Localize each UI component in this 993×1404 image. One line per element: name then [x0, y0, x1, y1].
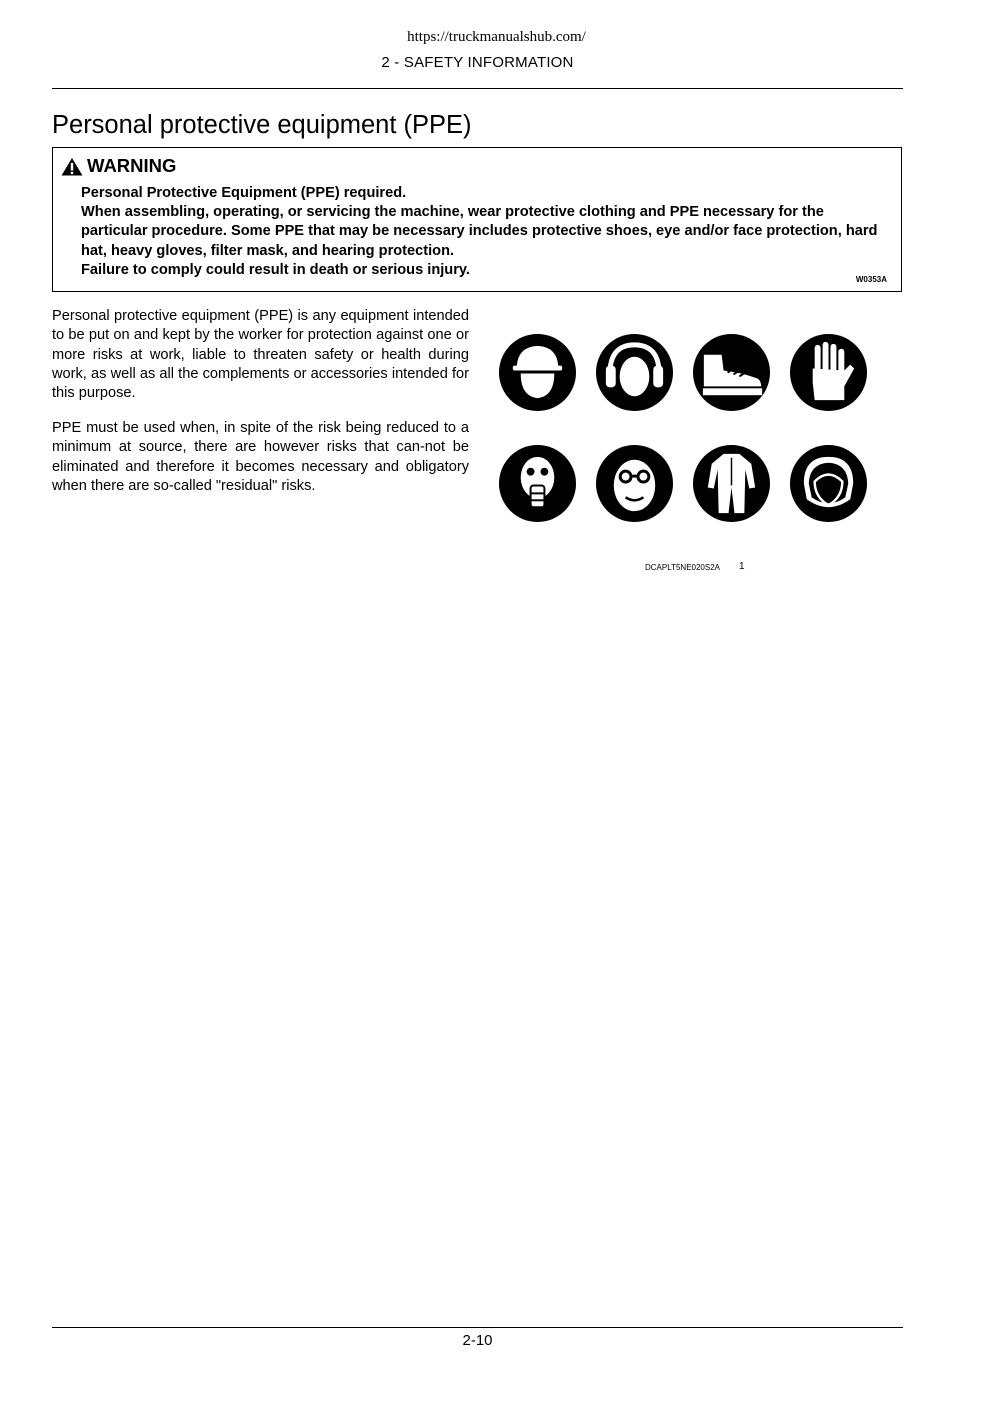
ppe-icons-figure — [498, 333, 870, 525]
section-title: 2 - SAFETY INFORMATION — [381, 54, 574, 71]
warning-line: Personal Protective Equipment (PPE) required. — [81, 185, 407, 201]
header-rule — [52, 88, 903, 89]
face-shield-icon — [789, 444, 868, 523]
figure-number: 1 — [739, 561, 745, 572]
warning-line: When assembling, operating, or servicing the machine, wear protective clothing and PPE necessary for the particular procedure. Some PPE that may be necessary includes protective shoes, eye and/or face protection, hard hat, heavy gloves, filter mask, and hearing protection. — [81, 204, 878, 259]
filter-mask-icon — [498, 444, 577, 523]
hard-hat-icon — [498, 333, 577, 412]
warning-box — [52, 147, 902, 292]
protective-overall-icon — [692, 444, 771, 523]
ear-protection-icon — [595, 333, 674, 412]
warning-line: Failure to comply could result in death or serious injury. — [81, 261, 470, 278]
warning-label: WARNING — [87, 155, 177, 176]
warning-header — [61, 155, 176, 177]
footer-rule — [52, 1327, 903, 1328]
page-title: Personal protective equipment (PPE) — [52, 111, 472, 139]
protective-glove-icon — [789, 333, 868, 412]
safety-shoe-icon — [692, 333, 771, 412]
body-paragraph: PPE must be used when, in spite of the risk being reduced to a minimum at source, there are however risks that can-not be eliminated and therefore it becomes necessary and obligatory when there are so-called "residual" risks. — [52, 420, 469, 494]
warning-code: W0353A — [855, 275, 887, 284]
warning-text — [81, 184, 881, 280]
body-paragraph: Personal protective equipment (PPE) is any equipment intended to be put on and kept by the worker for protection against one or more risks at work, liable to threaten safety or health during work, as well as all the complements or accessories intended for this purpose. — [52, 308, 469, 402]
figure-code: DCAPLT5NE020S2A — [645, 563, 720, 572]
page-number: 2-10 — [462, 1332, 493, 1349]
safety-goggles-icon — [595, 444, 674, 523]
warning-triangle-icon — [61, 157, 83, 176]
header-url: https://truckmanualshub.com/ — [407, 29, 586, 45]
